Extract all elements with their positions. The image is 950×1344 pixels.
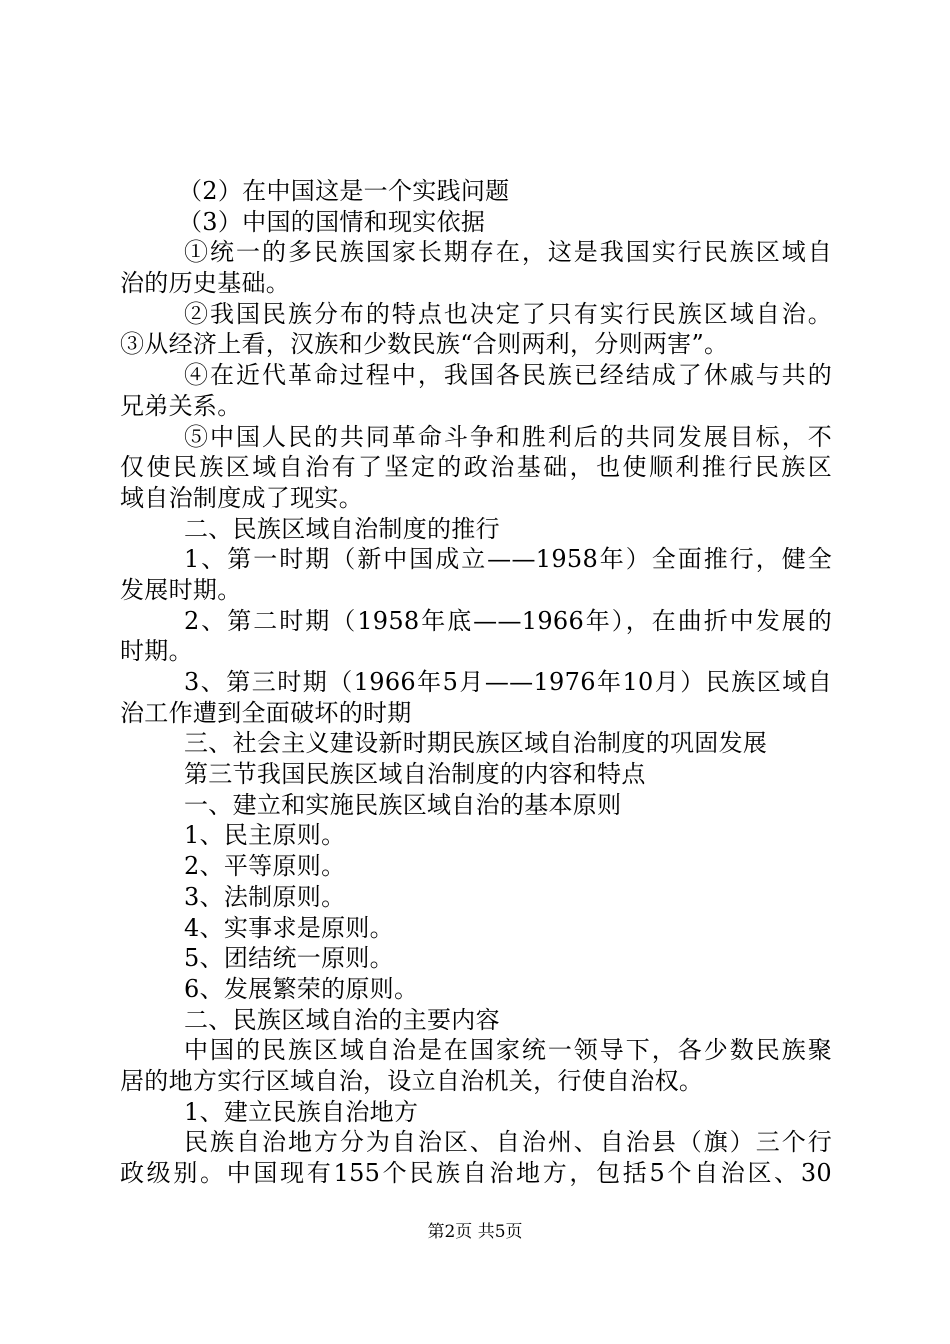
text-line: 中国的民族区域自治是在国家统一领导下，各少数民族聚 bbox=[184, 1036, 832, 1065]
text-line: 政级别。中国现有155个民族自治地方，包括5个自治区、30 bbox=[120, 1159, 832, 1187]
text-line: ①统一的多民族国家长期存在，这是我国实行民族区域自 bbox=[184, 238, 832, 267]
list-item: 3、法制原则。 bbox=[184, 882, 346, 911]
list-item: 5、团结统一原则。 bbox=[184, 944, 394, 973]
text-line: 发展时期。 bbox=[120, 575, 242, 604]
section-heading: 三、社会主义建设新时期民族区域自治制度的巩固发展 bbox=[184, 729, 768, 758]
text-line: 治的历史基础。 bbox=[120, 269, 291, 298]
text-line: 治工作遭到全面破坏的时期 bbox=[120, 698, 412, 727]
text-line: （3）中国的国情和现实依据 bbox=[178, 207, 486, 236]
list-item: 2、平等原则。 bbox=[184, 852, 346, 881]
section-heading: 一、建立和实施民族区域自治的基本原则 bbox=[184, 790, 622, 819]
text-line: 2、第二时期（1958年底——1966年），在曲折中发展的 bbox=[184, 606, 832, 635]
section-heading: 二、民族区域自治制度的推行 bbox=[184, 514, 500, 543]
section-heading: 第三节我国民族区域自治制度的内容和特点 bbox=[184, 760, 646, 789]
text-line: 3、第三时期（1966年5月——1976年10月）民族区域自 bbox=[184, 668, 832, 696]
text-line: 域自治制度成了现实。 bbox=[120, 483, 363, 512]
text-line: ③从经济上看，汉族和少数民族“合则两利，分则两害”。 bbox=[120, 330, 729, 359]
section-heading: 二、民族区域自治的主要内容 bbox=[184, 1005, 500, 1034]
text-line: 民族自治地方分为自治区、自治州、自治县（旗）三个行 bbox=[184, 1128, 832, 1157]
text-line: 仅使民族区域自治有了坚定的政治基础，也使顺利推行民族区 bbox=[120, 453, 832, 482]
text-line: （2）在中国这是一个实践问题 bbox=[178, 177, 510, 205]
list-item: 4、实事求是原则。 bbox=[184, 913, 394, 942]
section-heading: 1、建立民族自治地方 bbox=[184, 1097, 419, 1126]
text-line: 居的地方实行区域自治，设立自治机关，行使自治权。 bbox=[120, 1066, 704, 1095]
text-line: 1、第一时期（新中国成立——1958年）全面推行，健全 bbox=[184, 545, 832, 574]
text-line: ④在近代革命过程中，我国各民族已经结成了休戚与共的 bbox=[184, 361, 832, 390]
text-line: 兄弟关系。 bbox=[120, 391, 242, 420]
document-body bbox=[120, 176, 832, 1189]
text-line: 时期。 bbox=[120, 637, 193, 666]
text-line: ⑤中国人民的共同革命斗争和胜利后的共同发展目标，不 bbox=[184, 422, 832, 451]
text-line: ②我国民族分布的特点也决定了只有实行民族区域自治。 bbox=[184, 299, 832, 328]
list-item: 1、民主原则。 bbox=[184, 821, 346, 850]
list-item: 6、发展繁荣的原则。 bbox=[184, 974, 419, 1003]
page-footer: 第2页 共5页 bbox=[427, 1222, 523, 1242]
